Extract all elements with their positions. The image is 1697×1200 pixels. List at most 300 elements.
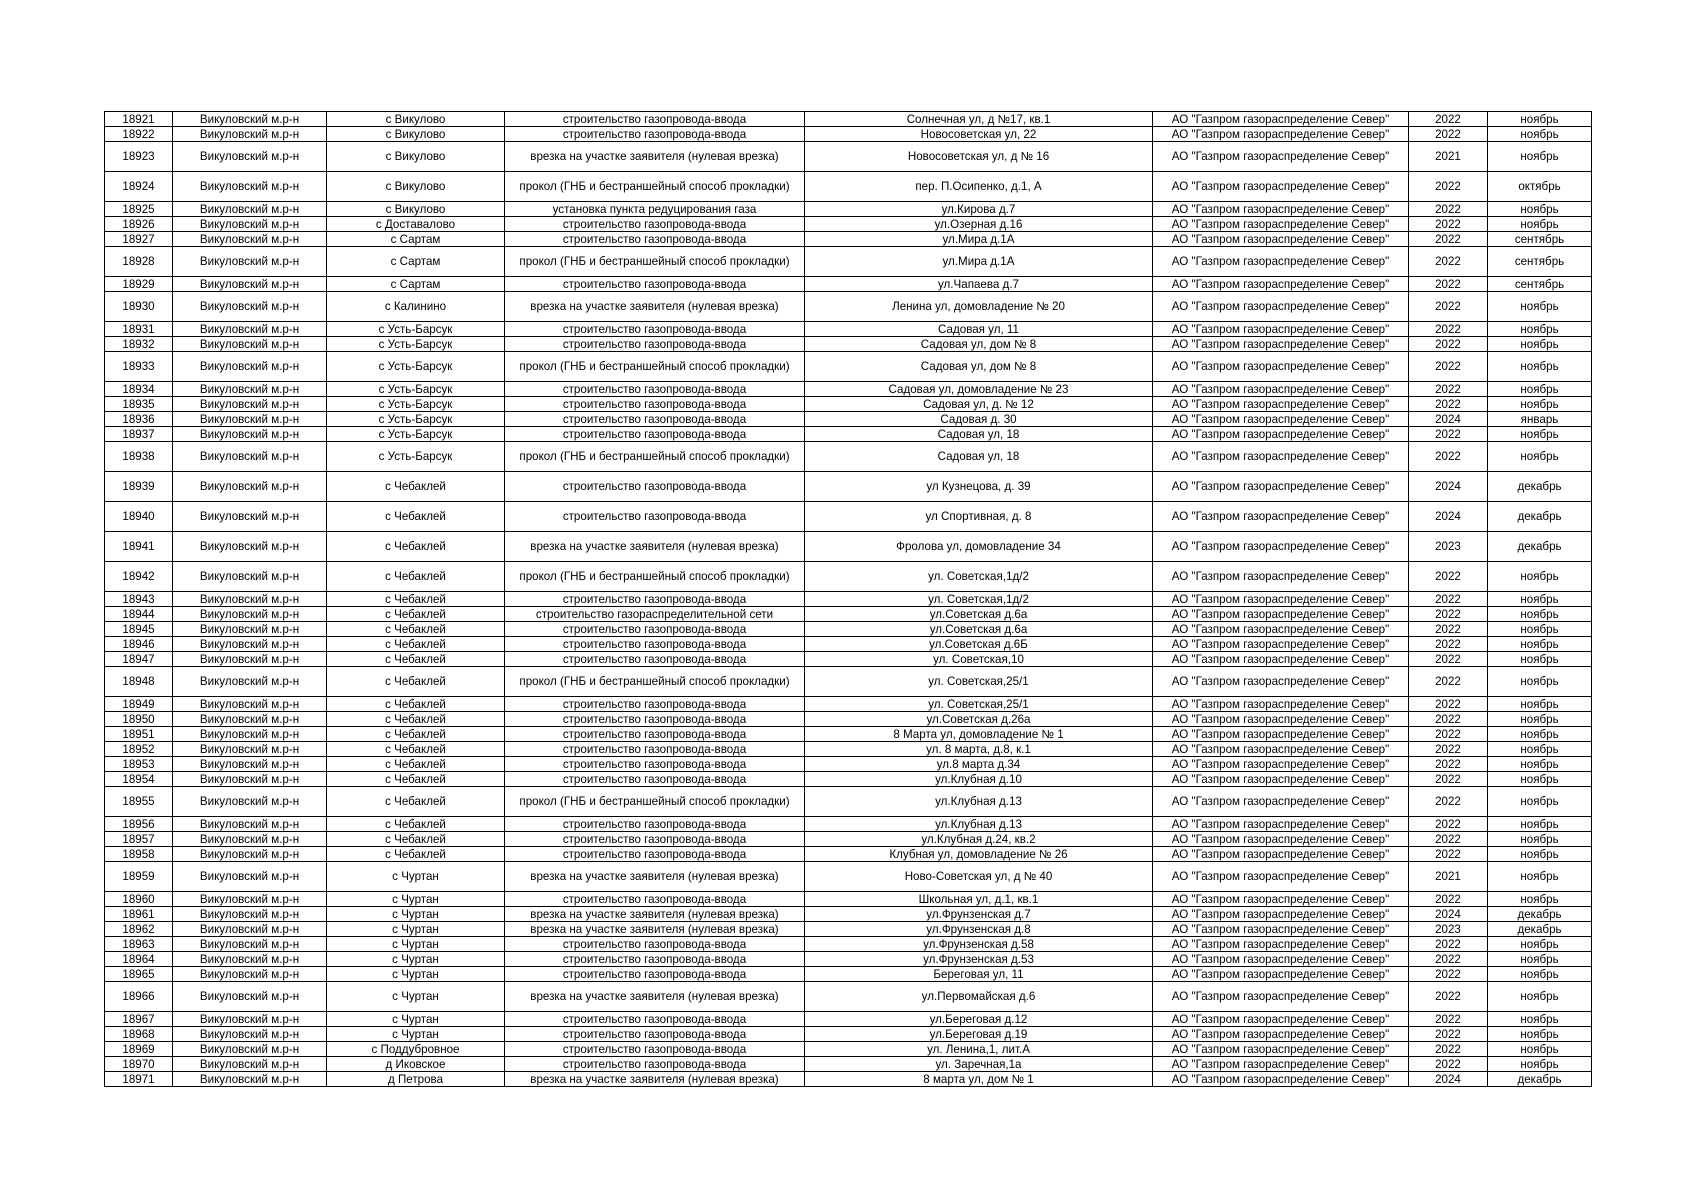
table-row	[105, 382, 1592, 397]
cell-district: Викуловский м.р-н	[173, 112, 327, 127]
cell-id: 18940	[105, 502, 173, 532]
cell-year: 2022	[1409, 442, 1488, 472]
cell-address: Береговая ул, 11	[805, 967, 1153, 982]
table-row	[105, 247, 1592, 277]
cell-locality: с Чебаклей	[327, 502, 505, 532]
cell-organization: АО "Газпром газораспределение Север"	[1153, 172, 1409, 202]
cell-id: 18924	[105, 172, 173, 202]
table-row	[105, 277, 1592, 292]
cell-locality: с Чебаклей	[327, 832, 505, 847]
cell-work: строительство газопровода-ввода	[505, 892, 805, 907]
cell-work: строительство газопровода-ввода	[505, 127, 805, 142]
cell-district: Викуловский м.р-н	[173, 712, 327, 727]
cell-year: 2022	[1409, 232, 1488, 247]
cell-id: 18947	[105, 652, 173, 667]
cell-organization: АО "Газпром газораспределение Север"	[1153, 1042, 1409, 1057]
cell-year: 2022	[1409, 727, 1488, 742]
cell-district: Викуловский м.р-н	[173, 142, 327, 172]
cell-month: ноябрь	[1488, 202, 1592, 217]
cell-address: Садовая д. 30	[805, 412, 1153, 427]
cell-month: ноябрь	[1488, 382, 1592, 397]
cell-locality: с Чуртан	[327, 1027, 505, 1042]
cell-year: 2022	[1409, 622, 1488, 637]
table-row	[105, 727, 1592, 742]
cell-district: Викуловский м.р-н	[173, 1012, 327, 1027]
cell-year: 2022	[1409, 337, 1488, 352]
cell-month: ноябрь	[1488, 817, 1592, 832]
cell-id: 18942	[105, 562, 173, 592]
cell-month: ноябрь	[1488, 1012, 1592, 1027]
cell-work: строительство газопровода-ввода	[505, 652, 805, 667]
cell-work: строительство газопровода-ввода	[505, 397, 805, 412]
cell-district: Викуловский м.р-н	[173, 922, 327, 937]
cell-id: 18968	[105, 1027, 173, 1042]
cell-id: 18952	[105, 742, 173, 757]
cell-district: Викуловский м.р-н	[173, 397, 327, 412]
cell-district: Викуловский м.р-н	[173, 172, 327, 202]
cell-organization: АО "Газпром газораспределение Север"	[1153, 712, 1409, 727]
cell-work: врезка на участке заявителя (нулевая врезка)	[505, 532, 805, 562]
cell-district: Викуловский м.р-н	[173, 772, 327, 787]
cell-month: ноябрь	[1488, 982, 1592, 1012]
cell-organization: АО "Газпром газораспределение Север"	[1153, 832, 1409, 847]
cell-month: ноябрь	[1488, 757, 1592, 772]
cell-month: сентябрь	[1488, 247, 1592, 277]
cell-id: 18934	[105, 382, 173, 397]
table-row	[105, 112, 1592, 127]
cell-district: Викуловский м.р-н	[173, 892, 327, 907]
cell-locality: с Чебаклей	[327, 607, 505, 622]
table-row	[105, 907, 1592, 922]
cell-address: ул. Ленина,1, лит.А	[805, 1042, 1153, 1057]
cell-locality: с Чебаклей	[327, 712, 505, 727]
cell-organization: АО "Газпром газораспределение Север"	[1153, 787, 1409, 817]
cell-address: Школьная ул, д.1, кв.1	[805, 892, 1153, 907]
cell-organization: АО "Газпром газораспределение Север"	[1153, 472, 1409, 502]
cell-locality: с Чебаклей	[327, 697, 505, 712]
cell-organization: АО "Газпром газораспределение Север"	[1153, 277, 1409, 292]
cell-organization: АО "Газпром газораспределение Север"	[1153, 862, 1409, 892]
cell-month: декабрь	[1488, 1072, 1592, 1087]
cell-district: Викуловский м.р-н	[173, 442, 327, 472]
cell-locality: с Усть-Барсук	[327, 337, 505, 352]
cell-address: Новосоветская ул, 22	[805, 127, 1153, 142]
cell-id: 18945	[105, 622, 173, 637]
cell-year: 2022	[1409, 847, 1488, 862]
cell-month: декабрь	[1488, 472, 1592, 502]
cell-id: 18923	[105, 142, 173, 172]
table-row	[105, 757, 1592, 772]
cell-locality: с Усть-Барсук	[327, 442, 505, 472]
cell-month: ноябрь	[1488, 622, 1592, 637]
table-row	[105, 607, 1592, 622]
cell-locality: с Викулово	[327, 172, 505, 202]
cell-month: ноябрь	[1488, 937, 1592, 952]
cell-locality: с Чебаклей	[327, 727, 505, 742]
cell-organization: АО "Газпром газораспределение Север"	[1153, 502, 1409, 532]
cell-year: 2022	[1409, 127, 1488, 142]
table-row	[105, 622, 1592, 637]
cell-work: строительство газопровода-ввода	[505, 472, 805, 502]
cell-work: врезка на участке заявителя (нулевая врезка)	[505, 292, 805, 322]
table-row	[105, 562, 1592, 592]
cell-address: ул. Заречная,1а	[805, 1057, 1153, 1072]
cell-year: 2022	[1409, 712, 1488, 727]
cell-id: 18962	[105, 922, 173, 937]
cell-id: 18961	[105, 907, 173, 922]
cell-month: ноябрь	[1488, 1027, 1592, 1042]
cell-locality: с Усть-Барсук	[327, 322, 505, 337]
cell-work: строительство газопровода-ввода	[505, 217, 805, 232]
table-row	[105, 322, 1592, 337]
cell-id: 18971	[105, 1072, 173, 1087]
cell-district: Викуловский м.р-н	[173, 382, 327, 397]
cell-district: Викуловский м.р-н	[173, 127, 327, 142]
cell-work: строительство газопровода-ввода	[505, 937, 805, 952]
table-row	[105, 832, 1592, 847]
cell-district: Викуловский м.р-н	[173, 1027, 327, 1042]
cell-work: строительство газопровода-ввода	[505, 1027, 805, 1042]
cell-year: 2022	[1409, 667, 1488, 697]
register-body	[105, 112, 1592, 1087]
cell-month: ноябрь	[1488, 637, 1592, 652]
cell-address: ул.Береговая д.12	[805, 1012, 1153, 1027]
cell-organization: АО "Газпром газораспределение Север"	[1153, 232, 1409, 247]
cell-year: 2023	[1409, 922, 1488, 937]
cell-id: 18967	[105, 1012, 173, 1027]
cell-month: ноябрь	[1488, 697, 1592, 712]
cell-address: Садовая ул, д. № 12	[805, 397, 1153, 412]
cell-year: 2022	[1409, 292, 1488, 322]
table-row	[105, 817, 1592, 832]
cell-year: 2022	[1409, 112, 1488, 127]
cell-id: 18929	[105, 277, 173, 292]
table-row	[105, 202, 1592, 217]
cell-district: Викуловский м.р-н	[173, 427, 327, 442]
cell-year: 2022	[1409, 817, 1488, 832]
cell-work: строительство газопровода-ввода	[505, 232, 805, 247]
cell-district: Викуловский м.р-н	[173, 817, 327, 832]
cell-year: 2022	[1409, 937, 1488, 952]
cell-id: 18937	[105, 427, 173, 442]
cell-month: ноябрь	[1488, 742, 1592, 757]
cell-work: строительство газопровода-ввода	[505, 427, 805, 442]
cell-organization: АО "Газпром газораспределение Север"	[1153, 622, 1409, 637]
cell-id: 18954	[105, 772, 173, 787]
cell-month: декабрь	[1488, 922, 1592, 937]
cell-organization: АО "Газпром газораспределение Север"	[1153, 202, 1409, 217]
cell-district: Викуловский м.р-н	[173, 757, 327, 772]
cell-address: ул. Советская,1д/2	[805, 592, 1153, 607]
table-row	[105, 142, 1592, 172]
cell-id: 18946	[105, 637, 173, 652]
cell-id: 18949	[105, 697, 173, 712]
cell-id: 18931	[105, 322, 173, 337]
cell-organization: АО "Газпром газораспределение Север"	[1153, 322, 1409, 337]
cell-month: ноябрь	[1488, 952, 1592, 967]
cell-locality: с Чуртан	[327, 937, 505, 952]
cell-organization: АО "Газпром газораспределение Север"	[1153, 112, 1409, 127]
cell-district: Викуловский м.р-н	[173, 832, 327, 847]
cell-locality: с Чуртан	[327, 1012, 505, 1027]
cell-work: прокол (ГНБ и бестраншейный способ прокладки)	[505, 247, 805, 277]
cell-district: Викуловский м.р-н	[173, 1072, 327, 1087]
cell-district: Викуловский м.р-н	[173, 697, 327, 712]
cell-month: ноябрь	[1488, 787, 1592, 817]
cell-locality: с Чебаклей	[327, 637, 505, 652]
cell-work: строительство газопровода-ввода	[505, 952, 805, 967]
cell-work: прокол (ГНБ и бестраншейный способ прокладки)	[505, 787, 805, 817]
cell-address: 8 Марта ул, домовладение № 1	[805, 727, 1153, 742]
cell-work: строительство газопровода-ввода	[505, 712, 805, 727]
table-row	[105, 892, 1592, 907]
cell-id: 18939	[105, 472, 173, 502]
table-row	[105, 217, 1592, 232]
cell-month: январь	[1488, 412, 1592, 427]
cell-district: Викуловский м.р-н	[173, 667, 327, 697]
cell-locality: с Чуртан	[327, 907, 505, 922]
cell-address: ул.Фрунзенская д.58	[805, 937, 1153, 952]
cell-organization: АО "Газпром газораспределение Север"	[1153, 907, 1409, 922]
cell-month: ноябрь	[1488, 337, 1592, 352]
cell-month: ноябрь	[1488, 352, 1592, 382]
cell-organization: АО "Газпром газораспределение Север"	[1153, 562, 1409, 592]
cell-address: Садовая ул, 18	[805, 442, 1153, 472]
cell-organization: АО "Газпром газораспределение Север"	[1153, 127, 1409, 142]
cell-locality: с Чебаклей	[327, 532, 505, 562]
cell-year: 2022	[1409, 427, 1488, 442]
cell-work: строительство газопровода-ввода	[505, 727, 805, 742]
cell-id: 18955	[105, 787, 173, 817]
table-row	[105, 862, 1592, 892]
cell-year: 2022	[1409, 757, 1488, 772]
cell-id: 18936	[105, 412, 173, 427]
table-row	[105, 232, 1592, 247]
cell-district: Викуловский м.р-н	[173, 742, 327, 757]
cell-locality: с Чуртан	[327, 862, 505, 892]
table-row	[105, 592, 1592, 607]
cell-year: 2022	[1409, 397, 1488, 412]
cell-month: ноябрь	[1488, 832, 1592, 847]
cell-year: 2022	[1409, 892, 1488, 907]
cell-year: 2022	[1409, 217, 1488, 232]
cell-district: Викуловский м.р-н	[173, 532, 327, 562]
cell-work: установка пункта редуцирования газа	[505, 202, 805, 217]
cell-id: 18935	[105, 397, 173, 412]
cell-month: ноябрь	[1488, 292, 1592, 322]
cell-district: Викуловский м.р-н	[173, 277, 327, 292]
table-row	[105, 397, 1592, 412]
cell-locality: с Усть-Барсук	[327, 412, 505, 427]
cell-month: ноябрь	[1488, 727, 1592, 742]
cell-address: ул.Чапаева д.7	[805, 277, 1153, 292]
cell-month: ноябрь	[1488, 592, 1592, 607]
cell-address: ул.Мира д.1А	[805, 247, 1153, 277]
cell-organization: АО "Газпром газораспределение Север"	[1153, 772, 1409, 787]
cell-organization: АО "Газпром газораспределение Север"	[1153, 607, 1409, 622]
cell-work: врезка на участке заявителя (нулевая врезка)	[505, 907, 805, 922]
cell-year: 2022	[1409, 202, 1488, 217]
cell-work: строительство газопровода-ввода	[505, 337, 805, 352]
cell-month: ноябрь	[1488, 427, 1592, 442]
cell-address: ул.Озерная д.16	[805, 217, 1153, 232]
cell-address: ул.Советская д.6а	[805, 607, 1153, 622]
table-row	[105, 172, 1592, 202]
cell-district: Викуловский м.р-н	[173, 937, 327, 952]
cell-district: Викуловский м.р-н	[173, 352, 327, 382]
cell-year: 2024	[1409, 907, 1488, 922]
cell-locality: с Викулово	[327, 142, 505, 172]
table-row	[105, 982, 1592, 1012]
cell-address: ул.Советская д.26а	[805, 712, 1153, 727]
cell-locality: с Чебаклей	[327, 622, 505, 637]
cell-address: ул Кузнецова, д. 39	[805, 472, 1153, 502]
cell-address: Садовая ул, дом № 8	[805, 337, 1153, 352]
cell-month: ноябрь	[1488, 112, 1592, 127]
cell-month: ноябрь	[1488, 667, 1592, 697]
cell-id: 18943	[105, 592, 173, 607]
table-row	[105, 502, 1592, 532]
cell-address: ул.Береговая д.19	[805, 1027, 1153, 1042]
cell-month: ноябрь	[1488, 322, 1592, 337]
cell-locality: с Усть-Барсук	[327, 427, 505, 442]
cell-work: строительство газопровода-ввода	[505, 112, 805, 127]
cell-organization: АО "Газпром газораспределение Север"	[1153, 982, 1409, 1012]
cell-id: 18950	[105, 712, 173, 727]
cell-organization: АО "Газпром газораспределение Север"	[1153, 922, 1409, 937]
cell-locality: с Чуртан	[327, 982, 505, 1012]
cell-district: Викуловский м.р-н	[173, 727, 327, 742]
cell-organization: АО "Газпром газораспределение Север"	[1153, 247, 1409, 277]
cell-year: 2022	[1409, 637, 1488, 652]
table-row	[105, 637, 1592, 652]
cell-id: 18965	[105, 967, 173, 982]
cell-address: ул. Советская,25/1	[805, 667, 1153, 697]
cell-year: 2022	[1409, 697, 1488, 712]
cell-work: строительство газопровода-ввода	[505, 1012, 805, 1027]
cell-organization: АО "Газпром газораспределение Север"	[1153, 757, 1409, 772]
cell-organization: АО "Газпром газораспределение Север"	[1153, 382, 1409, 397]
cell-address: ул.Фрунзенская д.53	[805, 952, 1153, 967]
cell-address: Садовая ул, 18	[805, 427, 1153, 442]
cell-month: ноябрь	[1488, 847, 1592, 862]
table-row	[105, 532, 1592, 562]
cell-district: Викуловский м.р-н	[173, 952, 327, 967]
cell-id: 18926	[105, 217, 173, 232]
cell-work: строительство газопровода-ввода	[505, 592, 805, 607]
table-row	[105, 667, 1592, 697]
cell-locality: д Петрова	[327, 1072, 505, 1087]
cell-address: ул.Советская д.6Б	[805, 637, 1153, 652]
cell-year: 2022	[1409, 592, 1488, 607]
table-row	[105, 352, 1592, 382]
cell-organization: АО "Газпром газораспределение Север"	[1153, 1027, 1409, 1042]
cell-locality: с Чебаклей	[327, 772, 505, 787]
cell-organization: АО "Газпром газораспределение Север"	[1153, 412, 1409, 427]
cell-work: прокол (ГНБ и бестраншейный способ прокладки)	[505, 352, 805, 382]
cell-work: строительство газопровода-ввода	[505, 772, 805, 787]
cell-id: 18959	[105, 862, 173, 892]
cell-work: строительство газопровода-ввода	[505, 967, 805, 982]
table-row	[105, 1027, 1592, 1042]
cell-district: Викуловский м.р-н	[173, 967, 327, 982]
cell-district: Викуловский м.р-н	[173, 502, 327, 532]
cell-year: 2022	[1409, 652, 1488, 667]
cell-month: ноябрь	[1488, 1057, 1592, 1072]
cell-organization: АО "Газпром газораспределение Север"	[1153, 142, 1409, 172]
table-row	[105, 292, 1592, 322]
cell-id: 18933	[105, 352, 173, 382]
cell-address: ул.Мира д.1А	[805, 232, 1153, 247]
cell-address: ул. 8 марта, д.8, к.1	[805, 742, 1153, 757]
cell-address: ул.Клубная д.13	[805, 817, 1153, 832]
cell-locality: с Усть-Барсук	[327, 382, 505, 397]
cell-locality: с Чебаклей	[327, 562, 505, 592]
cell-address: ул.Фрунзенская д.8	[805, 922, 1153, 937]
table-row	[105, 922, 1592, 937]
cell-organization: АО "Газпром газораспределение Север"	[1153, 697, 1409, 712]
table-row	[105, 472, 1592, 502]
document-page	[104, 111, 1591, 1087]
cell-district: Викуловский м.р-н	[173, 562, 327, 592]
cell-id: 18966	[105, 982, 173, 1012]
cell-work: прокол (ГНБ и бестраншейный способ прокладки)	[505, 562, 805, 592]
cell-month: ноябрь	[1488, 967, 1592, 982]
cell-locality: с Чуртан	[327, 967, 505, 982]
cell-work: строительство газопровода-ввода	[505, 637, 805, 652]
cell-id: 18957	[105, 832, 173, 847]
cell-address: Клубная ул, домовладение № 26	[805, 847, 1153, 862]
cell-work: врезка на участке заявителя (нулевая врезка)	[505, 1072, 805, 1087]
table-row	[105, 412, 1592, 427]
cell-year: 2024	[1409, 472, 1488, 502]
cell-organization: АО "Газпром газораспределение Север"	[1153, 967, 1409, 982]
cell-organization: АО "Газпром газораспределение Север"	[1153, 532, 1409, 562]
cell-locality: с Викулово	[327, 112, 505, 127]
table-row	[105, 772, 1592, 787]
cell-district: Викуловский м.р-н	[173, 847, 327, 862]
cell-year: 2022	[1409, 607, 1488, 622]
cell-year: 2022	[1409, 1027, 1488, 1042]
cell-locality: с Чебаклей	[327, 847, 505, 862]
cell-year: 2021	[1409, 142, 1488, 172]
cell-district: Викуловский м.р-н	[173, 337, 327, 352]
cell-id: 18927	[105, 232, 173, 247]
cell-district: Викуловский м.р-н	[173, 982, 327, 1012]
cell-address: ул.Клубная д.13	[805, 787, 1153, 817]
cell-month: октябрь	[1488, 172, 1592, 202]
cell-id: 18969	[105, 1042, 173, 1057]
cell-year: 2024	[1409, 1072, 1488, 1087]
cell-id: 18970	[105, 1057, 173, 1072]
cell-work: врезка на участке заявителя (нулевая врезка)	[505, 982, 805, 1012]
cell-year: 2024	[1409, 502, 1488, 532]
cell-work: прокол (ГНБ и бестраншейный способ прокладки)	[505, 172, 805, 202]
cell-id: 18921	[105, 112, 173, 127]
cell-locality: с Сартам	[327, 277, 505, 292]
cell-year: 2022	[1409, 247, 1488, 277]
table-row	[105, 127, 1592, 142]
cell-id: 18932	[105, 337, 173, 352]
cell-organization: АО "Газпром газораспределение Север"	[1153, 337, 1409, 352]
cell-address: Садовая ул, дом № 8	[805, 352, 1153, 382]
table-row	[105, 1072, 1592, 1087]
cell-work: прокол (ГНБ и бестраншейный способ прокладки)	[505, 442, 805, 472]
cell-district: Викуловский м.р-н	[173, 412, 327, 427]
cell-id: 18953	[105, 757, 173, 772]
cell-month: ноябрь	[1488, 562, 1592, 592]
cell-work: строительство газопровода-ввода	[505, 697, 805, 712]
